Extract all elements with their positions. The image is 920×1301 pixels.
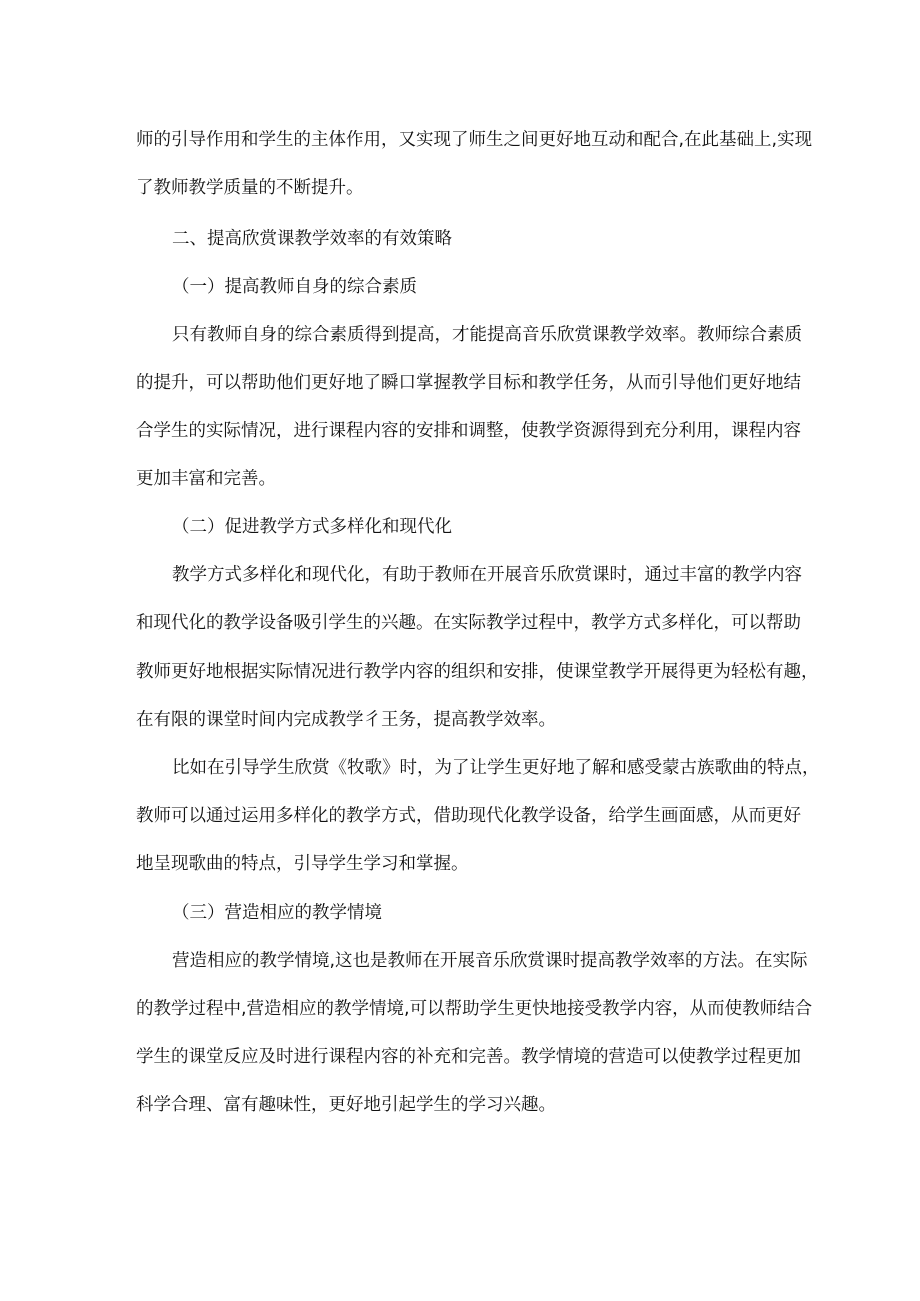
paragraph-line: 营造相应的教学情境,这也是教师在开展音乐欣赏课时提高教学效率的方法。在实际	[172, 951, 808, 971]
paragraph-line: 教师可以通过运用多样化的教学方式，借助现代化教学设备，给学生画面感，从而更好	[136, 806, 801, 826]
paragraph-line: 教学方式多样化和现代化，有助于教师在开展音乐欣赏课时，通过丰富的教学内容	[172, 565, 802, 585]
paragraph-line: 地呈现歌曲的特点，引导学生学习和掌握。	[136, 854, 469, 874]
subsection-heading: （一）提高教师自身的综合素质	[172, 277, 417, 297]
paragraph-line: 了教师教学质量的不断提升。	[136, 178, 364, 198]
paragraph-line: 和现代化的教学设备吸引学生的兴趣。在实际教学过程中，教学方式多样化，可以帮助	[136, 613, 801, 633]
paragraph-line: 的教学过程中,营造相应的教学情境,可以帮助学生更快地接受教学内容，从而使教师结合	[136, 999, 813, 1019]
subsection-heading: （三）营造相应的教学情境	[172, 903, 382, 923]
paragraph-line: 师的引导作用和学生的主体作用，又实现了师生之间更好地互动和配合,在此基础上,实现	[136, 130, 813, 150]
subsection-heading: （二）促进教学方式多样化和现代化	[172, 517, 452, 537]
paragraph-line: 比如在引导学生欣赏《牧歌》时，为了让学生更好地了解和感受蒙古族歌曲的特点，	[172, 758, 820, 778]
paragraph-line: 学生的课堂反应及时进行课程内容的补充和完善。教学情境的营造可以使教学过程更加	[136, 1047, 801, 1067]
paragraph-line: 合学生的实际情况，进行课程内容的安排和调整，使教学资源得到充分利用，课程内容	[136, 421, 801, 441]
paragraph-line: 更加丰富和完善。	[136, 469, 276, 489]
paragraph-line: 科学合理、富有趣味性，更好地引起学生的学习兴趣。	[136, 1095, 556, 1115]
paragraph-line: 只有教师自身的综合素质得到提高，才能提高音乐欣赏课教学效率。教师综合素质	[172, 325, 802, 345]
section-heading: 二、提高欣赏课教学效率的有效策略	[172, 229, 452, 249]
paragraph-line: 的提升，可以帮助他们更好地了瞬口掌握教学目标和教学任务，从而引导他们更好地结	[136, 373, 801, 393]
paragraph-line: 教师更好地根据实际情况进行教学内容的组织和安排，使课堂教学开展得更为轻松有趣，	[136, 662, 819, 682]
paragraph-line: 在有限的课堂时间内完成教学彳王务，提高教学效率。	[136, 710, 556, 730]
